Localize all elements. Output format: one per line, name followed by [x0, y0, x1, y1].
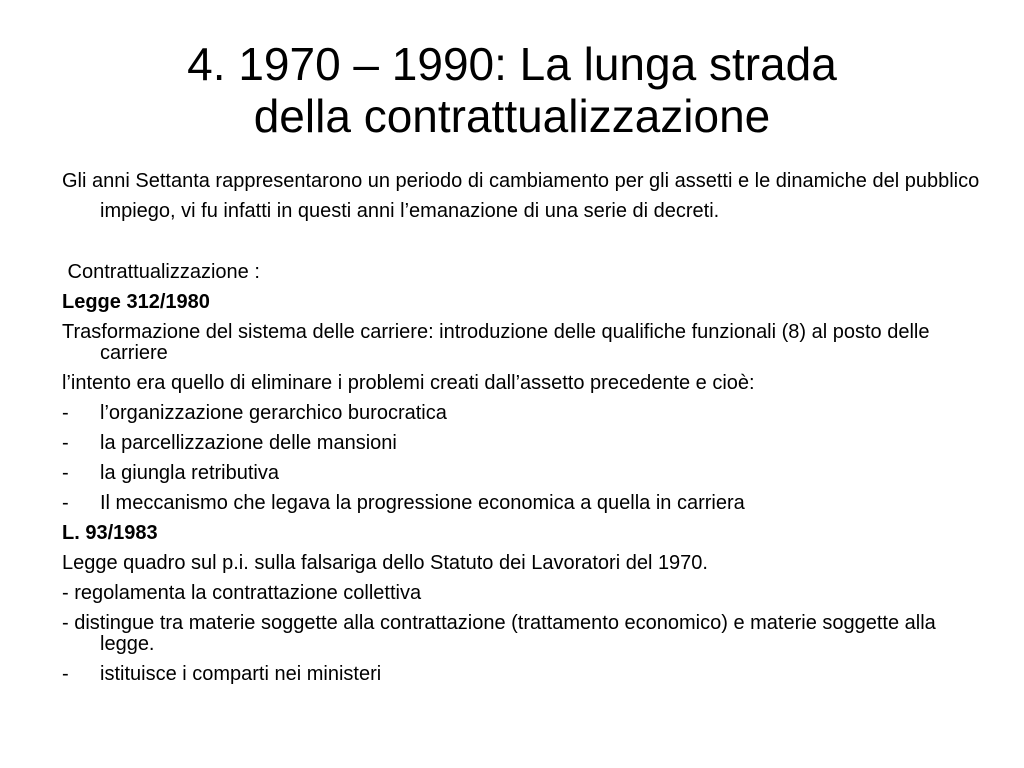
spacer	[62, 226, 982, 258]
legge-312-text: Trasformazione del sistema delle carriere: introduzione delle qualifiche funzionali (8) al posto delle carriere	[62, 321, 930, 364]
slide-body	[62, 166, 982, 690]
legge-93-point-3	[62, 660, 982, 690]
legge-93-point-1: - regolamenta la contrattazione collettiva	[62, 582, 422, 604]
legge-93-point-2: - distingue tra materie soggette alla contrattazione (trattamento economico) e materie soggette alla legge.	[62, 612, 936, 655]
dash-marker: -	[62, 402, 69, 424]
legge-312-heading: Legge 312/1980	[62, 291, 210, 313]
slide-title	[0, 38, 1024, 142]
slide-title-line-2: della contrattualizzazione	[253, 90, 771, 142]
intento-text: l’intento era quello di eliminare i problemi creati dall’assetto precedente e cioè:	[62, 372, 755, 394]
intro-paragraph: Gli anni Settanta rappresentarono un periodo di cambiamento per gli assetti e le dinamiche del pubblico impiego, vi fu infatti in questi anni l’emanazione di una serie di decreti.	[62, 170, 980, 222]
legge-93-heading: L. 93/1983	[62, 522, 158, 544]
legge-93-point-3-text: istituisce i comparti nei ministeri	[100, 663, 382, 685]
dash-marker: -	[62, 492, 69, 514]
problem-item	[62, 429, 982, 459]
dash-marker: -	[62, 432, 69, 454]
slide-title-line-1: 4. 1970 – 1990: La lunga strada	[187, 38, 837, 90]
problem-item-text: Il meccanismo che legava la progressione economica a quella in carriera	[100, 492, 745, 514]
problem-item	[62, 489, 982, 519]
problem-item-text: l’organizzazione gerarchico burocratica	[100, 402, 447, 424]
problem-item	[62, 399, 982, 429]
contrattualizzazione-label: Contrattualizzazione :	[62, 261, 260, 283]
problem-item-text: la giungla retributiva	[100, 462, 279, 484]
legge-93-text: Legge quadro sul p.i. sulla falsariga dello Statuto dei Lavoratori del 1970.	[62, 552, 708, 574]
dash-marker: -	[62, 462, 69, 484]
problem-item-text: la parcellizzazione delle mansioni	[100, 432, 397, 454]
dash-marker: -	[62, 663, 69, 685]
problem-item	[62, 459, 982, 489]
